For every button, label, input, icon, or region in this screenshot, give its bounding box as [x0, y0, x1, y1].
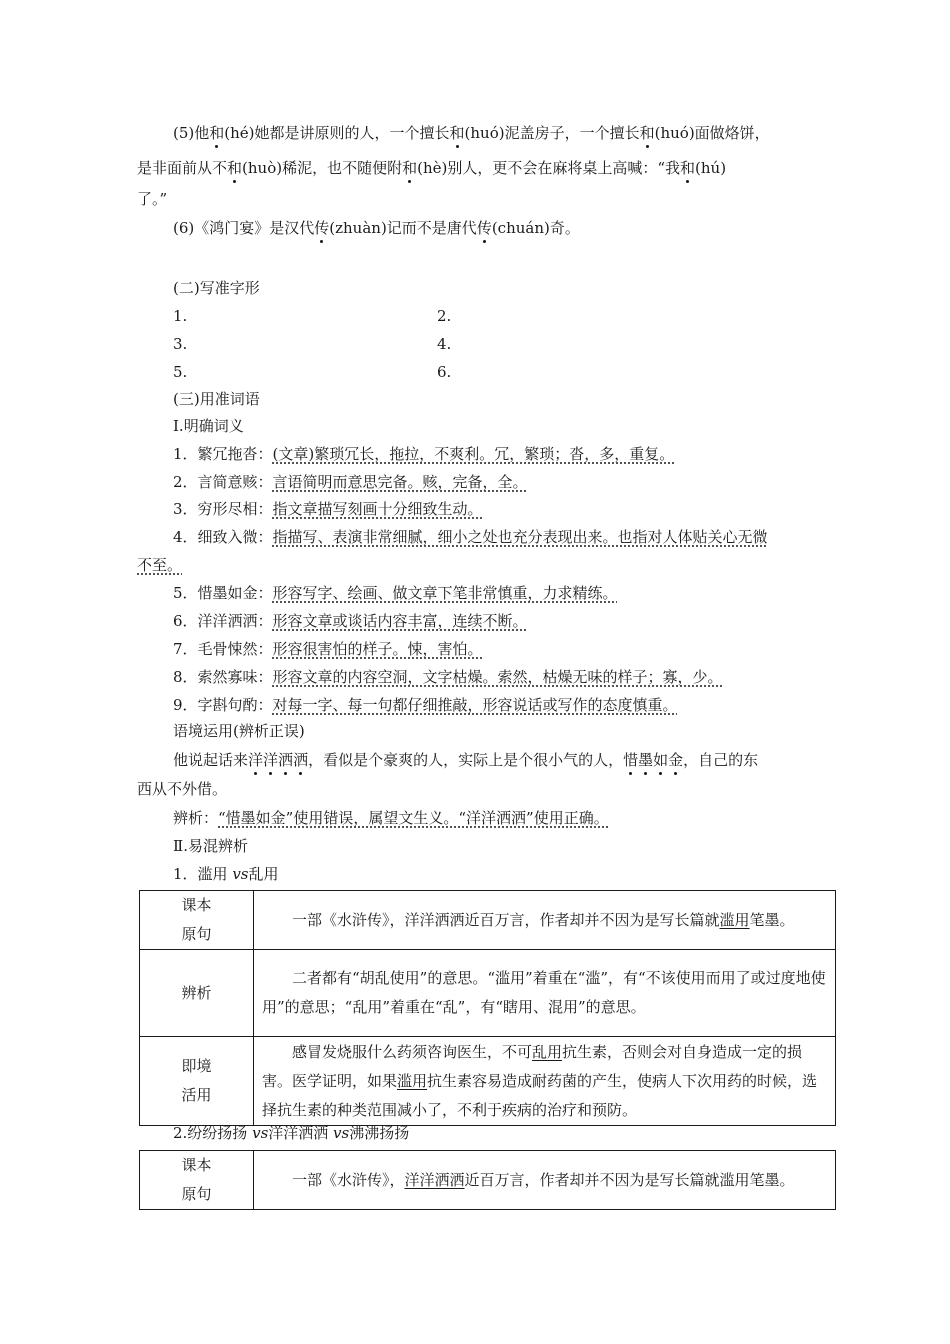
- dotted-word: 传: [314, 219, 330, 237]
- dotted-word: 洒: [278, 751, 294, 769]
- dotted-word: 传: [476, 219, 492, 237]
- definition-answer: (文章)繁琐冗长，拖拉，不爽利。冗，繁琐；沓，多，重复。: [272, 445, 675, 463]
- text: (hé)她都是讲原则的人，一个擅长: [224, 124, 450, 142]
- part1-title: Ⅰ.明确词义: [173, 417, 244, 435]
- dotted-word: 和: [449, 124, 465, 142]
- vs-label: vs: [252, 1124, 269, 1142]
- definition-answer: 形容文章或谈话内容丰富，连续不断。: [272, 612, 528, 630]
- definition-item: [173, 499, 483, 519]
- row-header: [140, 1151, 254, 1210]
- table-row: [140, 950, 836, 1037]
- row-header: [140, 891, 254, 950]
- definition-item: [173, 667, 723, 687]
- term: 1．繁冗拖沓：: [173, 445, 273, 463]
- dotted-word: 如: [653, 751, 669, 769]
- dotted-word: 洒: [293, 751, 309, 769]
- underlined-word: 洋洋洒洒: [404, 1170, 465, 1189]
- underlined-word: 乱用: [532, 1042, 563, 1061]
- term: 7．毛骨悚然：: [173, 640, 273, 658]
- context-sentence-line2: 西从不外借。: [137, 780, 228, 798]
- header-text: 原句: [181, 925, 212, 943]
- comparison-table-1: [139, 890, 836, 1126]
- text: 洋洋洒洒: [268, 1124, 334, 1142]
- text: 乱用: [248, 865, 279, 883]
- dotted-word: 和: [680, 159, 696, 177]
- blank-item: 4.: [437, 335, 452, 353]
- blank-item: 2.: [437, 307, 452, 325]
- definition-answer: 形容写字、绘画、做文章下笔非常慎重，力求精练。: [272, 584, 618, 602]
- text: (hè)别人，更不会在麻将桌上高喊：“我: [417, 159, 681, 177]
- text: 他说起话来: [173, 751, 249, 769]
- text: (huò)稀泥，也不随便附: [242, 159, 403, 177]
- context-sentence-line1: [173, 750, 758, 770]
- text: 笔墨。: [749, 910, 795, 929]
- comparison-table-2: [139, 1150, 836, 1210]
- row-content: 二者都有“胡乱使用”的意思。“滥用”着重在“滥”，有“不该使用而用了或过度地使用”的意思；“乱用”着重在“乱”，有“瞎用、混用”的意思。: [254, 950, 836, 1037]
- blank-item: 6.: [437, 363, 452, 381]
- text: ，自己的东: [683, 751, 759, 769]
- row-header: 辨析: [140, 950, 254, 1037]
- definition-item: [173, 444, 674, 464]
- text: (hú): [695, 159, 727, 177]
- definition-answer: 不至。: [137, 556, 183, 574]
- term: 9．字斟句酌：: [173, 696, 273, 714]
- header-text: 课本: [181, 896, 212, 914]
- term: 3．穷形尽相：: [173, 500, 273, 518]
- definition-item: [173, 527, 768, 547]
- definition-item: [173, 611, 528, 631]
- text: 抗生素，否则会对自身造成一定的损害。医学证明，如果: [262, 1042, 803, 1090]
- row-content: [254, 1037, 836, 1126]
- definition-answer: 形容很害怕的样子。悚，害怕。: [272, 640, 483, 658]
- blank-item: 5.: [173, 363, 188, 381]
- text: ，看似是个豪爽的人，实际上是个很小气的人，: [308, 751, 624, 769]
- text: (chuán)奇。: [491, 219, 580, 237]
- analysis: [173, 808, 609, 828]
- definition-answer: 言语简明而意思完备。赅，完备，全。: [272, 473, 528, 491]
- blank-item: 3.: [173, 335, 188, 353]
- para5-line2: [137, 158, 726, 178]
- text: 一部《水浒传》，: [292, 1170, 405, 1189]
- context-title: 语境运用(辨析正误): [173, 722, 305, 740]
- term: 6．洋洋洒洒：: [173, 612, 273, 630]
- text: 近百万言，作者却并不因为是写长篇就滥用笔墨。: [464, 1170, 795, 1189]
- row-content: [254, 891, 836, 950]
- row-content: [254, 1151, 836, 1210]
- definition-item: [173, 695, 678, 715]
- table-row: [140, 1151, 836, 1210]
- text: 1．滥用: [173, 865, 233, 883]
- vs-label: vs: [232, 865, 249, 883]
- header-text: 原句: [181, 1185, 212, 1203]
- dotted-word: 和: [227, 159, 243, 177]
- definition-answer: 形容文章的内容空洞，文字枯燥。索然，枯燥无味的样子；寡，少。: [272, 668, 723, 686]
- text: (zhuàn)记而不是唐代: [329, 219, 477, 237]
- definition-item: [173, 583, 618, 603]
- dotted-word: 和: [402, 159, 418, 177]
- header-text: 课本: [181, 1156, 212, 1174]
- dotted-word: 惜: [623, 751, 639, 769]
- table-row: [140, 1037, 836, 1126]
- section2-title: (二)写准字形: [173, 279, 260, 297]
- dotted-word: 墨: [638, 751, 654, 769]
- text: (6)《鸿门宴》是汉代: [173, 219, 315, 237]
- vs-label: vs: [333, 1124, 350, 1142]
- text: 抗生素容易造成耐药菌的产生，使病人下次用药的时候，选择抗生素的种类范围减小了，不利于疾病的治疗和预防。: [262, 1071, 818, 1119]
- term: 4．细致入微：: [173, 528, 273, 546]
- definition-item: [173, 639, 483, 659]
- dotted-word: 和: [209, 124, 225, 142]
- term: 5．惜墨如金：: [173, 584, 273, 602]
- definition-continuation: [137, 555, 182, 575]
- text: (huó)泥盖房子，一个擅长: [464, 124, 640, 142]
- section3-title: (三)用准词语: [173, 390, 260, 408]
- definition-item: [173, 472, 528, 492]
- text: 感冒发烧服什么药须咨询医生，不可: [292, 1042, 533, 1061]
- header-text: 活用: [181, 1086, 212, 1104]
- text: (huó)面做烙饼，: [654, 124, 770, 142]
- definition-answer: 指描写、表演非常细腻，细小之处也充分表现出来。也指对人体贴关心无微: [272, 528, 768, 546]
- pair1-heading: [173, 864, 279, 884]
- dotted-word: 和: [639, 124, 655, 142]
- underlined-word: 滥用: [719, 910, 750, 929]
- para5-line3: 了。”: [137, 190, 168, 208]
- dotted-word: 金: [668, 751, 684, 769]
- text: (5)他: [173, 124, 210, 142]
- analysis-answer: “惜墨如金”使用错误，属望文生义。“洋洋洒洒”使用正确。: [218, 809, 609, 827]
- text: 是非面前从不: [137, 159, 228, 177]
- term: 8．索然寡味：: [173, 668, 273, 686]
- para5-line1: [173, 123, 770, 143]
- table-row: [140, 891, 836, 950]
- analysis-label: 辨析：: [173, 809, 219, 827]
- text: 一部《水浒传》，洋洋洒洒近百万言，作者却并不因为是写长篇就: [292, 910, 720, 929]
- text: 沸沸扬扬: [349, 1124, 410, 1142]
- dotted-word: 洋: [263, 751, 279, 769]
- para6: [173, 218, 580, 238]
- text: 2.纷纷扬扬: [173, 1124, 253, 1142]
- term: 2．言简意赅：: [173, 473, 273, 491]
- underlined-word: 滥用: [397, 1071, 428, 1090]
- pair2-heading: [173, 1123, 409, 1143]
- part2-title: Ⅱ.易混辨析: [173, 837, 248, 855]
- dotted-word: 洋: [248, 751, 264, 769]
- blank-item: 1.: [173, 307, 188, 325]
- row-header: [140, 1037, 254, 1126]
- definition-answer: 指文章描写刻画十分细致生动。: [272, 500, 483, 518]
- definition-answer: 对每一字、每一句都仔细推敲，形容说话或写作的态度慎重。: [272, 696, 678, 714]
- header-text: 即境: [181, 1057, 212, 1075]
